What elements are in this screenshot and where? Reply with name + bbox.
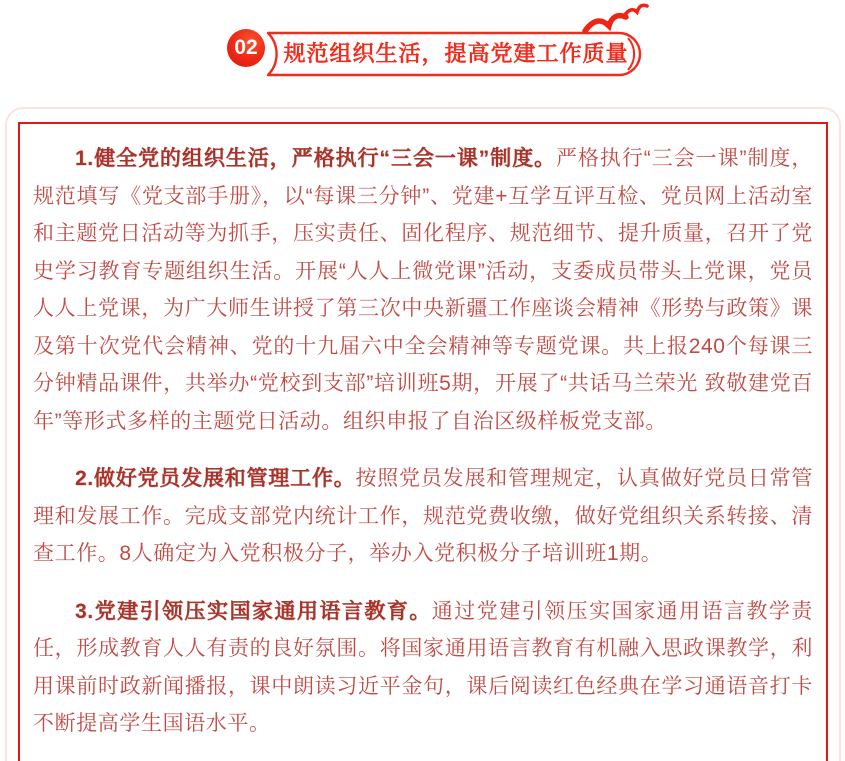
paragraph-2-lead: 2.做好党员发展和管理工作。	[75, 467, 356, 490]
content-white-frame	[7, 109, 839, 761]
paragraph-2-body: 按照党员发展和管理规定，认真做好党员日常管理和发展工作。完成支部党内统计工作，规范党费收缴，做好党组织关系转接、清查工作。8人确定为入党积极分子，举办入党积极分子培训班1期。	[33, 467, 813, 565]
paragraph-1-lead: 1.健全党的组织生活，严格执行“三会一课”制度。	[75, 147, 556, 170]
paragraph-2	[33, 460, 813, 573]
paragraph-3	[33, 593, 813, 743]
content-box	[18, 122, 828, 761]
paragraph-3-body: 通过党建引领压实国家通用语言教学责任，形成教育人人有责的良好氛围。将国家通用语言教育有机融入思政课教学，利用课前时政新闻播报，课中朗读习近平金句，课后阅读红色经典在学习通语音打卡不断提高学生国语水平。	[33, 599, 814, 735]
section-header	[0, 0, 845, 107]
paragraph-1-body: 严格执行“三会一课”制度，规范填写《党支部手册》，以“每课三分钟”、党建+互学互评互检、党员网上活动室和主题党日活动等为抓手，压实责任、固化程序、规范细节、提升质量，召开了党史学习教育专题组织生活。开展“人人上微党课”活动，支委成员带头上党课，党员人人上党课，为广大师生讲授了第三次中央新疆工作座谈会精神《形势与政策》课及第十次党代会精神、党的十九届六中全会精神等专题党课。共上报240个每课三分钟精品课件，共举办“党校到支部”培训班5期，开展了“共话马兰荣光 致敬建党百年”等形式多样的主题党日活动。组织申报了自治区级样板党支部。	[33, 147, 813, 433]
flying-seagulls-icon	[585, 5, 647, 31]
paragraph-3-lead: 3.党建引领压实国家通用语言教育。	[75, 599, 432, 623]
section-number-badge	[227, 29, 265, 67]
paragraph-1	[33, 140, 813, 440]
section-title: 规范组织生活，提高党建工作质量	[283, 41, 629, 66]
section-number: 02	[234, 36, 258, 59]
content-outer-frame	[5, 107, 841, 761]
